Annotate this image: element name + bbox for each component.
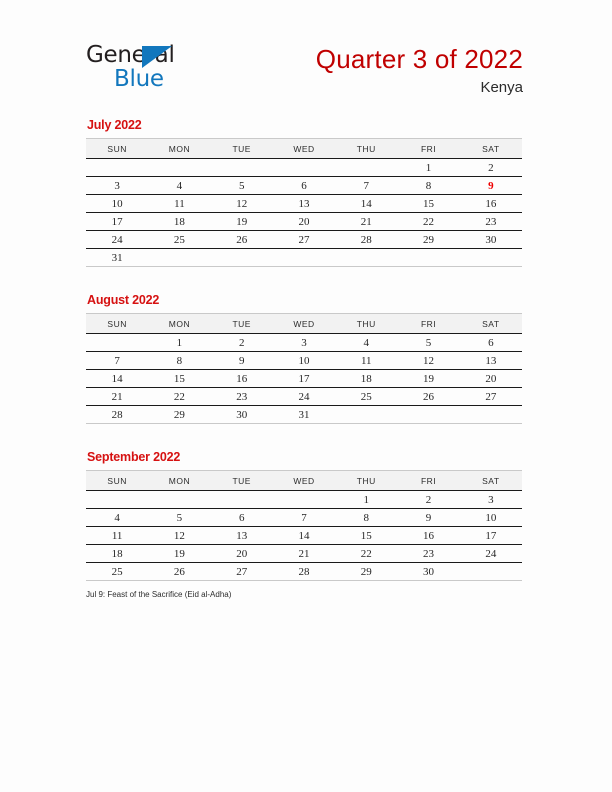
day-cell[interactable]: 17 [460, 527, 522, 545]
day-cell[interactable]: 14 [86, 370, 148, 388]
month-title: July 2022 [87, 118, 142, 132]
week-row [86, 545, 522, 563]
weekday-header-mon: MON [148, 471, 210, 491]
day-cell[interactable]: 4 [148, 177, 210, 195]
day-cell[interactable]: 20 [273, 213, 335, 231]
day-cell[interactable]: 8 [397, 177, 459, 195]
day-cell[interactable]: 12 [211, 195, 273, 213]
day-cell[interactable]: 7 [86, 352, 148, 370]
day-cell[interactable]: 28 [86, 406, 148, 424]
day-cell[interactable]: 6 [460, 334, 522, 352]
day-cell[interactable]: 2 [460, 159, 522, 177]
day-cell[interactable]: 13 [273, 195, 335, 213]
day-cell[interactable]: 24 [460, 545, 522, 563]
weekday-header-tue: TUE [211, 139, 273, 159]
week-row [86, 334, 522, 352]
weekday-header-thu: THU [335, 139, 397, 159]
day-cell-empty [86, 491, 148, 509]
day-cell[interactable]: 2 [397, 491, 459, 509]
day-cell[interactable]: 16 [397, 527, 459, 545]
weekday-header-sat: SAT [460, 139, 522, 159]
day-cell-empty [397, 249, 459, 267]
month-title: August 2022 [87, 293, 160, 307]
page-header [0, 0, 612, 110]
weekday-header-thu: THU [335, 314, 397, 334]
day-cell[interactable]: 29 [397, 231, 459, 249]
day-cell[interactable]: 3 [460, 491, 522, 509]
day-cell[interactable]: 10 [86, 195, 148, 213]
month-calendar-table [86, 138, 522, 267]
weekday-header-tue: TUE [211, 314, 273, 334]
week-row [86, 249, 522, 267]
day-cell-empty [460, 249, 522, 267]
footnotes-container [86, 589, 526, 601]
day-cell[interactable]: 11 [335, 352, 397, 370]
day-cell[interactable]: 30 [397, 563, 459, 581]
day-cell-empty [86, 334, 148, 352]
week-row [86, 491, 522, 509]
week-row [86, 406, 522, 424]
day-cell[interactable]: 26 [211, 231, 273, 249]
weekday-header-wed: WED [273, 471, 335, 491]
weekday-header-wed: WED [273, 139, 335, 159]
day-cell-empty [86, 159, 148, 177]
day-cell-empty [397, 406, 459, 424]
day-cell[interactable]: 4 [335, 334, 397, 352]
weekday-header-fri: FRI [397, 139, 459, 159]
day-cell[interactable]: 12 [148, 527, 210, 545]
day-cell[interactable]: 11 [86, 527, 148, 545]
day-cell[interactable]: 13 [460, 352, 522, 370]
day-cell[interactable]: 5 [148, 509, 210, 527]
day-cell[interactable]: 15 [397, 195, 459, 213]
day-cell[interactable]: 17 [273, 370, 335, 388]
day-cell[interactable]: 8 [335, 509, 397, 527]
weekday-header-wed: WED [273, 314, 335, 334]
day-cell[interactable]: 1 [397, 159, 459, 177]
weekday-header-tue: TUE [211, 471, 273, 491]
day-cell[interactable]: 21 [273, 545, 335, 563]
day-cell[interactable]: 24 [86, 231, 148, 249]
week-row [86, 213, 522, 231]
week-row [86, 527, 522, 545]
day-cell[interactable]: 20 [211, 545, 273, 563]
day-cell[interactable]: 18 [148, 213, 210, 231]
day-cell[interactable]: 20 [460, 370, 522, 388]
day-cell[interactable]: 11 [148, 195, 210, 213]
week-row [86, 563, 522, 581]
day-cell-empty [460, 406, 522, 424]
day-cell[interactable]: 29 [335, 563, 397, 581]
day-cell[interactable]: 5 [397, 334, 459, 352]
day-cell[interactable]: 3 [273, 334, 335, 352]
day-cell[interactable]: 31 [86, 249, 148, 267]
day-cell[interactable]: 23 [211, 388, 273, 406]
day-cell[interactable]: 10 [273, 352, 335, 370]
day-cell-empty [148, 491, 210, 509]
weekday-header-sat: SAT [460, 471, 522, 491]
day-cell[interactable]: 9 [397, 509, 459, 527]
day-cell-empty [211, 491, 273, 509]
weekday-header-mon: MON [148, 139, 210, 159]
week-row [86, 352, 522, 370]
month-calendar-table [86, 470, 522, 581]
day-cell[interactable]: 21 [335, 213, 397, 231]
day-cell-empty [273, 249, 335, 267]
day-cell[interactable]: 21 [86, 388, 148, 406]
day-cell[interactable]: 24 [273, 388, 335, 406]
weekday-header-row [86, 139, 522, 159]
weekday-header-row [86, 314, 522, 334]
day-cell[interactable]: 9 [211, 352, 273, 370]
day-cell[interactable]: 26 [397, 388, 459, 406]
day-cell[interactable]: 12 [397, 352, 459, 370]
day-cell-empty [148, 159, 210, 177]
day-cell[interactable]: 27 [211, 563, 273, 581]
day-cell-empty [273, 159, 335, 177]
day-cell[interactable]: 27 [273, 231, 335, 249]
day-cell[interactable]: 17 [86, 213, 148, 231]
day-cell[interactable]: 6 [211, 509, 273, 527]
months-container [86, 118, 522, 607]
week-row [86, 195, 522, 213]
day-cell[interactable]: 26 [148, 563, 210, 581]
day-cell[interactable]: 7 [335, 177, 397, 195]
month-calendar-table [86, 313, 522, 424]
week-row [86, 159, 522, 177]
day-cell-empty [273, 491, 335, 509]
country-label: Kenya [480, 79, 523, 96]
logo-word-general: General [86, 42, 175, 68]
day-cell[interactable]: 16 [211, 370, 273, 388]
weekday-header-mon: MON [148, 314, 210, 334]
weekday-header-row [86, 471, 522, 491]
month-block [86, 293, 522, 424]
day-cell[interactable]: 3 [86, 177, 148, 195]
day-cell[interactable]: 22 [335, 545, 397, 563]
blue-triangle-icon [142, 46, 172, 68]
logo-word-blue: Blue [114, 66, 164, 92]
day-cell[interactable]: 30 [460, 231, 522, 249]
month-block [86, 118, 522, 267]
day-cell[interactable]: 22 [148, 388, 210, 406]
weekday-header-fri: FRI [397, 471, 459, 491]
day-cell[interactable]: 1 [148, 334, 210, 352]
day-cell[interactable]: 18 [86, 545, 148, 563]
day-cell[interactable]: 13 [211, 527, 273, 545]
day-cell-empty [211, 249, 273, 267]
week-row [86, 509, 522, 527]
day-cell[interactable]: 19 [211, 213, 273, 231]
page-title: Quarter 3 of 2022 [315, 44, 523, 74]
day-cell[interactable]: 28 [273, 563, 335, 581]
week-row [86, 231, 522, 249]
general-blue-logo[interactable] [86, 42, 286, 94]
weekday-header-sun: SUN [86, 471, 148, 491]
day-cell[interactable]: 29 [148, 406, 210, 424]
day-cell-empty [148, 249, 210, 267]
day-cell[interactable]: 16 [460, 195, 522, 213]
week-row [86, 388, 522, 406]
day-cell[interactable]: 19 [397, 370, 459, 388]
day-cell[interactable]: 18 [335, 370, 397, 388]
day-cell-empty [211, 159, 273, 177]
day-cell[interactable]: 1 [335, 491, 397, 509]
day-cell[interactable]: 23 [460, 213, 522, 231]
day-cell-empty [335, 249, 397, 267]
day-cell[interactable]: 28 [335, 231, 397, 249]
day-cell[interactable]: 22 [397, 213, 459, 231]
day-cell-empty [460, 563, 522, 581]
day-cell[interactable]: 25 [148, 231, 210, 249]
month-block [86, 450, 522, 581]
week-row [86, 177, 522, 195]
holiday-footnote: Jul 9: Feast of the Sacrifice (Eid al-Adha) [86, 590, 232, 599]
day-cell[interactable]: 15 [148, 370, 210, 388]
weekday-header-fri: FRI [397, 314, 459, 334]
day-cell-empty [335, 406, 397, 424]
day-cell[interactable]: 27 [460, 388, 522, 406]
title-block [316, 44, 523, 97]
day-cell[interactable]: 7 [273, 509, 335, 527]
day-cell[interactable]: 25 [86, 563, 148, 581]
day-cell[interactable]: 19 [148, 545, 210, 563]
day-cell-empty [335, 159, 397, 177]
day-cell-holiday[interactable]: 9 [460, 177, 522, 195]
day-cell[interactable]: 25 [335, 388, 397, 406]
day-cell[interactable]: 2 [211, 334, 273, 352]
weekday-header-sun: SUN [86, 139, 148, 159]
week-row [86, 370, 522, 388]
weekday-header-sat: SAT [460, 314, 522, 334]
day-cell[interactable]: 5 [211, 177, 273, 195]
day-cell[interactable]: 14 [335, 195, 397, 213]
day-cell[interactable]: 4 [86, 509, 148, 527]
month-title: September 2022 [87, 450, 181, 464]
day-cell[interactable]: 8 [148, 352, 210, 370]
day-cell[interactable]: 14 [273, 527, 335, 545]
day-cell[interactable]: 10 [460, 509, 522, 527]
weekday-header-thu: THU [335, 471, 397, 491]
weekday-header-sun: SUN [86, 314, 148, 334]
day-cell[interactable]: 6 [273, 177, 335, 195]
day-cell[interactable]: 30 [211, 406, 273, 424]
day-cell[interactable]: 23 [397, 545, 459, 563]
day-cell[interactable]: 31 [273, 406, 335, 424]
day-cell[interactable]: 15 [335, 527, 397, 545]
